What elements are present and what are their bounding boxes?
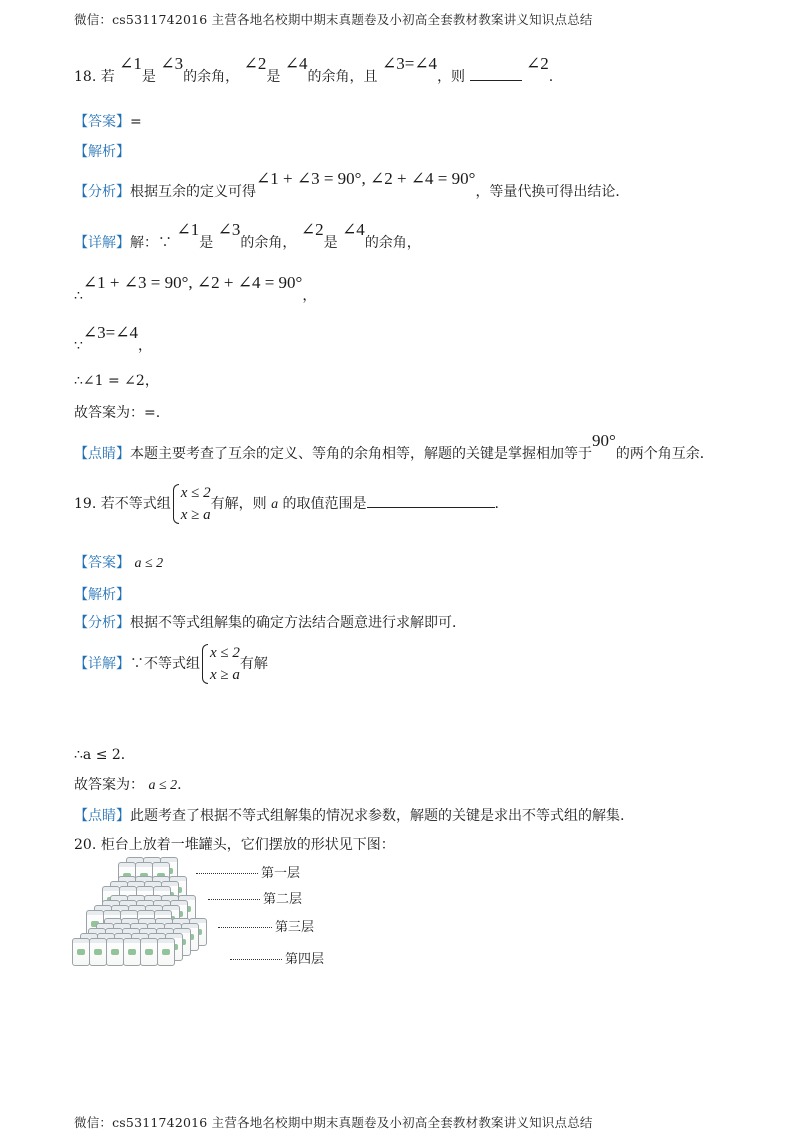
- q18-step-2: [74, 323, 152, 356]
- q19-answer-line: [74, 775, 182, 796]
- inequality-system: [173, 482, 211, 526]
- q18-answer-line: 故答案为：=.: [74, 405, 161, 421]
- q19-answer: [74, 553, 163, 574]
- can: [72, 938, 90, 966]
- xj-is-2: 是: [323, 235, 338, 251]
- layer-label-4: 第四层: [230, 948, 324, 967]
- page-header: 微信：cs5311742016 主营各地名校期中期末真题卷及小初高全套教材教案讲义知识点总结: [74, 12, 593, 27]
- q18-number: 18. 若: [74, 69, 115, 85]
- therefore-symbol: ∴: [74, 288, 83, 304]
- q18-period: .: [548, 69, 554, 85]
- page-footer: 微信：cs5311742016 主营各地名校期中期末真题卷及小初高全套教材教案讲义知识点总结: [74, 1115, 593, 1130]
- answer-value: =: [130, 114, 142, 130]
- step2-equation: ∠3=∠4: [82, 323, 138, 342]
- q18-then: ，则: [437, 69, 466, 85]
- q18-is-2: 是: [266, 69, 281, 85]
- answer-value-19: a ≤ 2: [134, 556, 164, 571]
- xj-complement: 的余角，: [240, 235, 297, 251]
- angle-3: ∠3: [160, 54, 184, 73]
- inequality-row-1: x ≤ 2: [180, 485, 211, 501]
- q19-mid: 有解，则: [210, 496, 267, 512]
- q18-is: 是: [141, 69, 156, 85]
- fenxi-tag: 【分析】: [74, 184, 130, 200]
- q18-complement: 的余角，: [183, 69, 240, 85]
- can: [140, 938, 158, 966]
- dianjing-degree: 90°: [592, 431, 616, 450]
- dianjing-tag: 【点睛】: [74, 446, 130, 462]
- q18-answer: [74, 112, 142, 132]
- q18-step-3: ∴∠1 = ∠2，: [74, 373, 159, 389]
- q19-answer-prefix: 故答案为：: [74, 777, 144, 793]
- layer-label-2: 第二层: [208, 888, 302, 907]
- answer-blank-19: [367, 507, 495, 508]
- angle-4: ∠4: [284, 54, 308, 73]
- xiangjie-intro: 解：∵: [130, 235, 172, 251]
- fenxi-conclusion: ，等量代换可得出结论．: [475, 184, 630, 200]
- angle-2-tail: ∠2: [525, 54, 549, 73]
- inequality-row-2: x ≥ a: [180, 507, 211, 523]
- q19-period: .: [494, 496, 499, 512]
- q18-jiexi: 【解析】: [74, 144, 130, 160]
- q19-variable-a: a: [271, 497, 279, 512]
- can: [89, 938, 107, 966]
- xj-complement-2: 的余角，: [364, 235, 421, 251]
- xj-angle-1: ∠1: [176, 220, 200, 239]
- q19-xiangjie: [74, 640, 268, 688]
- xj-angle-3: ∠3: [217, 220, 241, 239]
- step1-equation: ∠1 + ∠3 = 90°, ∠2 + ∠4 = 90°: [82, 273, 303, 292]
- question-18: [74, 54, 554, 87]
- step2-comma: ，: [138, 338, 152, 354]
- xj-row-2: x ≥ a: [210, 667, 240, 683]
- layer-label-3: 第三层: [218, 916, 314, 935]
- xiangjie-tag-19: 【详解】: [74, 656, 130, 672]
- q18-xiangjie: [74, 220, 421, 253]
- q19-dianjing: [74, 806, 624, 826]
- question-20: 20. 柜台上放着一堆罐头，它们摆放的形状见下图：: [74, 837, 395, 853]
- answer-tag-19: 【答案】: [74, 555, 130, 571]
- fenxi-text: 根据互余的定义可得: [130, 184, 256, 200]
- step1-comma: ，: [302, 288, 317, 304]
- q19-number: 19. 若不等式组: [74, 496, 171, 512]
- q18-condition: ∠3=∠4: [381, 54, 438, 73]
- q18-step-1: [74, 273, 317, 306]
- xj-angle-4: ∠4: [342, 220, 365, 239]
- question-19: [74, 480, 499, 529]
- angle-1: ∠1: [119, 54, 142, 73]
- fenxi-equation: ∠1 + ∠3 = 90°, ∠2 + ∠4 = 90°: [256, 169, 476, 188]
- can: [106, 938, 124, 966]
- q19-fenxi: [74, 613, 466, 633]
- answer-tag: 【答案】: [74, 114, 130, 130]
- q18-dianjing: [74, 431, 714, 464]
- xj-angle-2: ∠2: [300, 220, 324, 239]
- dianjing-text: 本题主要考查了互余的定义、等角的余角相等，解题的关键是掌握相加等于: [130, 446, 592, 462]
- q18-complement-2: 的余角，且: [307, 69, 378, 85]
- answer-blank: [470, 80, 522, 81]
- q19-jiexi: 【解析】: [74, 587, 130, 603]
- layer-label-1: 第一层: [196, 862, 300, 881]
- fenxi-text-19: 根据不等式组解集的确定方法结合题意进行求解即可．: [130, 615, 466, 631]
- can: [123, 938, 141, 966]
- because-symbol: ∵: [74, 338, 83, 354]
- q19-answer-value: a ≤ 2: [148, 778, 178, 793]
- q18-fenxi: [74, 169, 630, 202]
- angle-2: ∠2: [243, 54, 267, 73]
- xiangjie-tag: 【详解】: [74, 235, 130, 251]
- can: [157, 938, 175, 966]
- xj-is: 是: [199, 235, 214, 251]
- q19-answer-period: .: [177, 777, 182, 793]
- xiangjie-tail-19: 有解: [239, 656, 268, 672]
- xiangjie-intro-19: ∵不等式组: [130, 656, 200, 672]
- fenxi-tag-19: 【分析】: [74, 615, 130, 631]
- dianjing-text-2: 的两个角互余．: [615, 446, 714, 462]
- inequality-system-2: [202, 642, 240, 686]
- xj-row-1: x ≤ 2: [210, 645, 240, 661]
- dianjing-text-19: 此题考查了根据不等式组解集的情况求参数，解题的关键是求出不等式组的解集.: [130, 808, 625, 824]
- dianjing-tag-19: 【点睛】: [74, 808, 130, 824]
- q19-tail: 的取值范围是: [282, 496, 367, 512]
- q19-step-1: ∴a ≤ 2．: [74, 747, 135, 763]
